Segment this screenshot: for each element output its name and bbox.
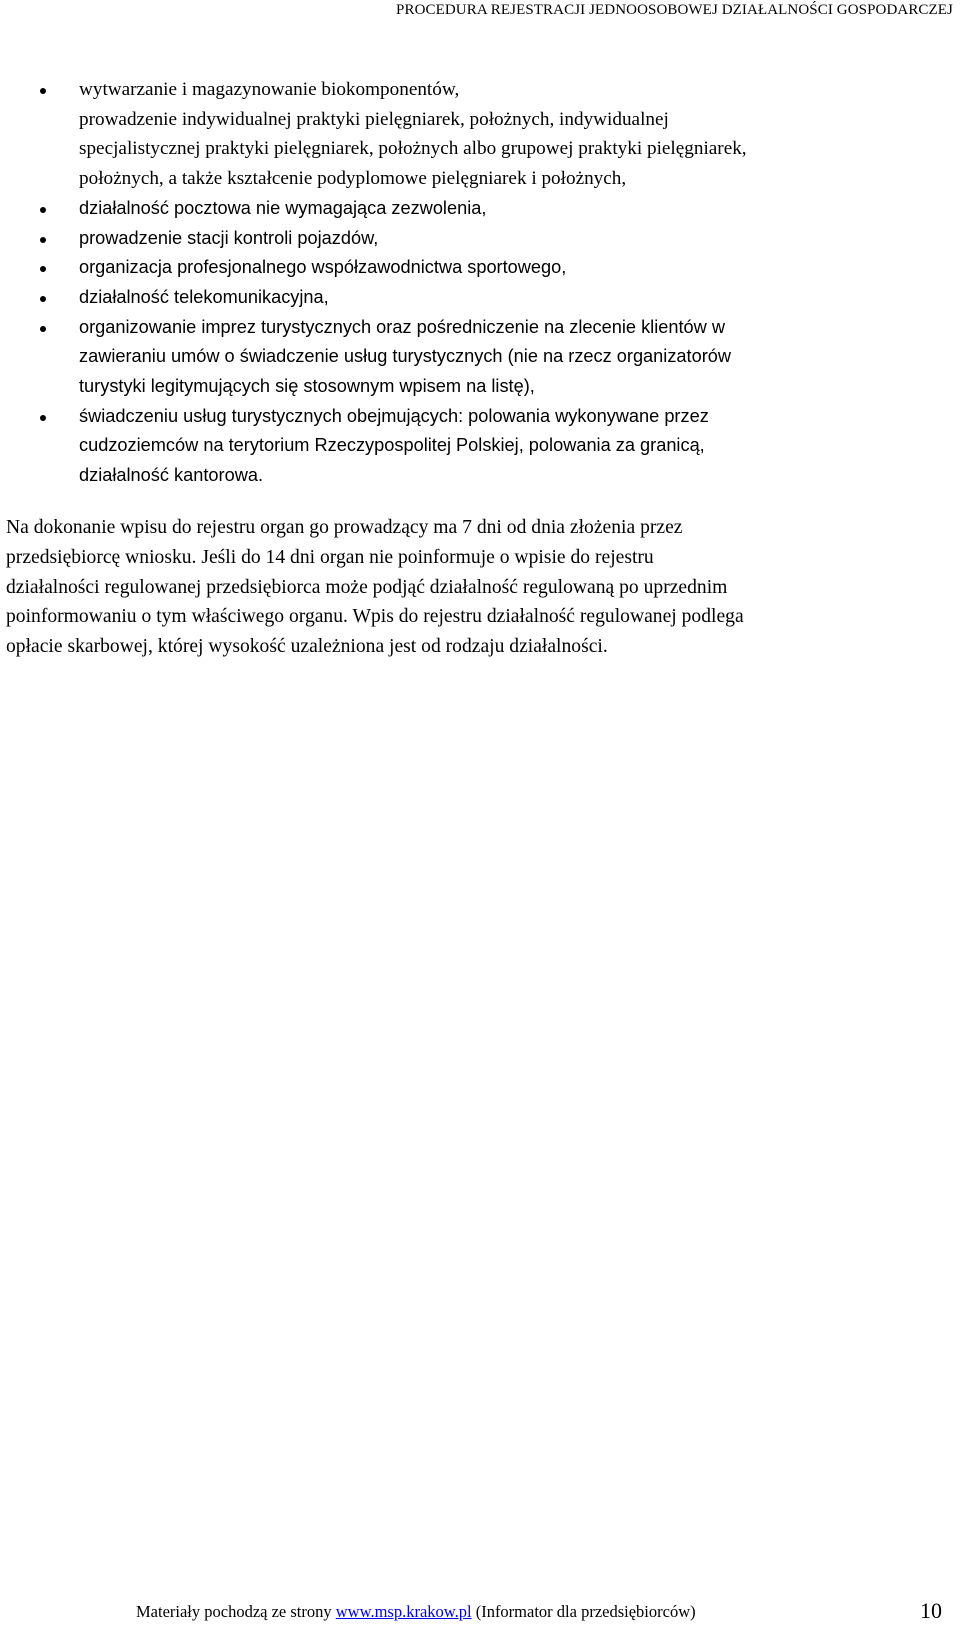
list-item-text: świadczeniu usług turystycznych obejmujących: polowania wykonywane przez cudzoziemców na terytorium Rzeczypospolitej Polskiej, polowania za granicą, działalność kantorowa. bbox=[79, 405, 709, 486]
bullet-icon bbox=[40, 88, 46, 94]
list-item-text: prowadzenie stacji kontroli pojazdów, bbox=[79, 227, 379, 248]
list-item bbox=[0, 75, 960, 194]
footer-link[interactable]: www.msp.krakow.pl bbox=[335, 1602, 472, 1621]
footer-prefix: Materiały pochodzą ze strony bbox=[136, 1602, 336, 1621]
list-item bbox=[0, 194, 960, 224]
list-item bbox=[0, 224, 960, 254]
page-number: 10 bbox=[920, 1598, 942, 1623]
page-footer bbox=[136, 1602, 696, 1622]
page-header: PROCEDURA REJESTRACJI JEDNOOSOBOWEJ DZIAŁALNOŚCI GOSPODARCZEJ bbox=[396, 2, 953, 18]
bullet-list bbox=[0, 75, 960, 491]
bullet-icon bbox=[40, 207, 46, 213]
footer-suffix: (Informator dla przedsiębiorców) bbox=[471, 1602, 696, 1621]
body-paragraph: Na dokonanie wpisu do rejestru organ go prowadzący ma 7 dni od dnia złożenia przez przedsiębiorcę wniosku. Jeśli do 14 dni organ nie poinformuje o wpisie do rejestru działalności regulowanej przedsiębiorca może podjąć działalność regulowaną po uprzednim poinformowaniu o tym właściwego organu. Wpis do rejestru działalność regulowanej podlega opłacie skarbowej, której wysokość uzależniona jest od rodzaju działalności. bbox=[6, 517, 744, 658]
bullet-icon bbox=[40, 237, 46, 243]
list-item bbox=[0, 253, 960, 283]
list-item bbox=[0, 283, 960, 313]
list-item-text: wytwarzanie i magazynowanie biokomponentów, prowadzenie indywidualnej praktyki pielęgniarek, położnych, indywidualnej specjalistycznej praktyki pielęgniarek, położnych albo grupowej praktyki pielęgniarek, położnych, a także kształcenie podyplomowe pielęgniarek i położnych, bbox=[79, 79, 747, 190]
list-item-text: działalność pocztowa nie wymagająca zezwolenia, bbox=[79, 197, 487, 218]
bullet-icon bbox=[40, 415, 46, 421]
bullet-icon bbox=[40, 326, 46, 332]
list-item bbox=[0, 313, 960, 402]
list-item-text: działalność telekomunikacyjna, bbox=[79, 286, 329, 307]
list-item-text: organizowanie imprez turystycznych oraz pośredniczenie na zlecenie klientów w zawieraniu umów o świadczenie usług turystycznych (nie na rzecz organizatorów turystyki legitymujących się stosownym wpisem na listę), bbox=[79, 316, 732, 397]
bullet-icon bbox=[40, 266, 46, 272]
list-item bbox=[0, 402, 960, 491]
list-item-text: organizacja profesjonalnego współzawodnictwa sportowego, bbox=[79, 257, 567, 278]
bullet-icon bbox=[40, 296, 46, 302]
